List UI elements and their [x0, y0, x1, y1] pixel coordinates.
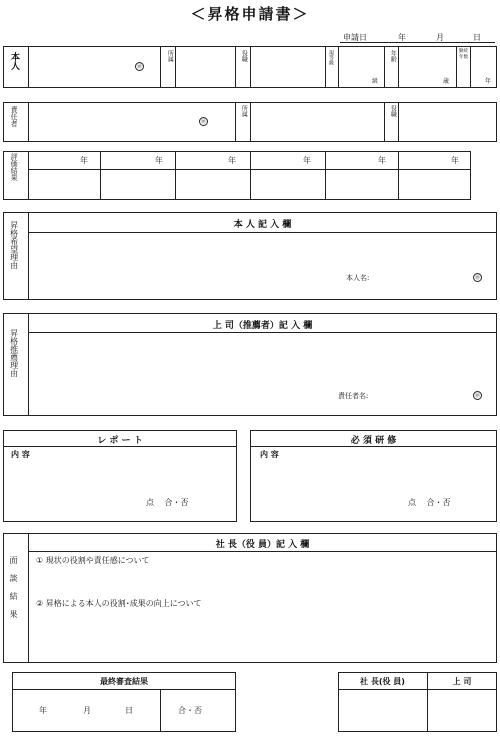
interview-item-2: ② 昇格による本人の役割･成果の向上について [36, 599, 202, 608]
training-result: 点 合・否 [408, 498, 451, 507]
evaluation-year-4: 年 [303, 156, 311, 165]
person-position-label: 役職 [240, 50, 248, 62]
evaluation-year-3: 年 [228, 156, 236, 165]
interview-item-1: ① 現状の役割や責任感について [36, 556, 150, 565]
evaluation-year-6: 年 [451, 156, 459, 165]
final-day-unit: 日 [125, 706, 133, 715]
apply-month-unit: 月 [436, 33, 444, 42]
boss-heading: 上 司（推薦者）記 入 欄 [212, 321, 313, 331]
supervisor-seal-icon: ㊞ [200, 119, 206, 125]
self-seal-icon: ㊞ [474, 275, 480, 281]
evaluation-label: 評価結果 [10, 153, 19, 181]
boss-name-label: 責任者名: [338, 392, 369, 400]
person-dept-label: 所属 [166, 50, 174, 62]
approval-president-label: 社 長(役 員) [360, 677, 405, 686]
self-heading: 本 人 記 入 欄 [233, 220, 292, 230]
report-content-label: 内 容 [11, 450, 30, 459]
evaluation-year-5: 年 [378, 156, 386, 165]
final-year-unit: 年 [39, 706, 47, 715]
boss-side-label: 昇格推薦理由 [9, 329, 19, 377]
evaluation-table [3, 151, 471, 200]
self-name-label: 本人名: [346, 274, 370, 282]
interview-heading: 社 長（役 員）記 入 欄 [215, 540, 310, 550]
interview-side-label: 面談結果 [9, 556, 18, 628]
boss-seal-icon: ㊞ [474, 393, 480, 399]
final-pass-fail: 合・否 [178, 706, 202, 715]
person-age-label: 年齢 [389, 50, 397, 62]
person-label: 本人 [9, 52, 19, 70]
apply-date-label: 申請日 [343, 33, 367, 42]
document-title: ＜昇格申請書＞ [190, 5, 310, 23]
approval-boss-label: 上 司 [452, 677, 472, 686]
training-heading: 必 須 研 修 [350, 436, 397, 446]
evaluation-year-2: 年 [155, 156, 163, 165]
person-service-unit: 年 [485, 78, 492, 85]
person-grade-unit: 級 [372, 78, 379, 85]
supervisor-label: 責任者 [10, 106, 19, 127]
apply-date-underline [340, 42, 495, 43]
training-content-label: 内 容 [260, 450, 279, 459]
apply-year-unit: 年 [398, 33, 406, 42]
supervisor-position-label: 役職 [389, 105, 397, 117]
person-seal-icon: ㊞ [136, 64, 142, 70]
report-heading: レ ポ ー ト [97, 436, 143, 446]
final-month-unit: 月 [83, 706, 91, 715]
evaluation-year-1: 年 [80, 156, 88, 165]
person-grade-label: 現等級 [328, 50, 334, 65]
supervisor-dept-label: 所属 [240, 105, 248, 117]
apply-day-unit: 日 [473, 33, 481, 42]
report-result: 点 合・否 [146, 498, 189, 507]
self-side-label: 昇格希望理由 [9, 221, 19, 269]
person-service-label: 勤続年数 [459, 49, 468, 60]
person-age-unit: 歳 [443, 78, 450, 85]
final-heading: 最終審査結果 [100, 677, 148, 686]
